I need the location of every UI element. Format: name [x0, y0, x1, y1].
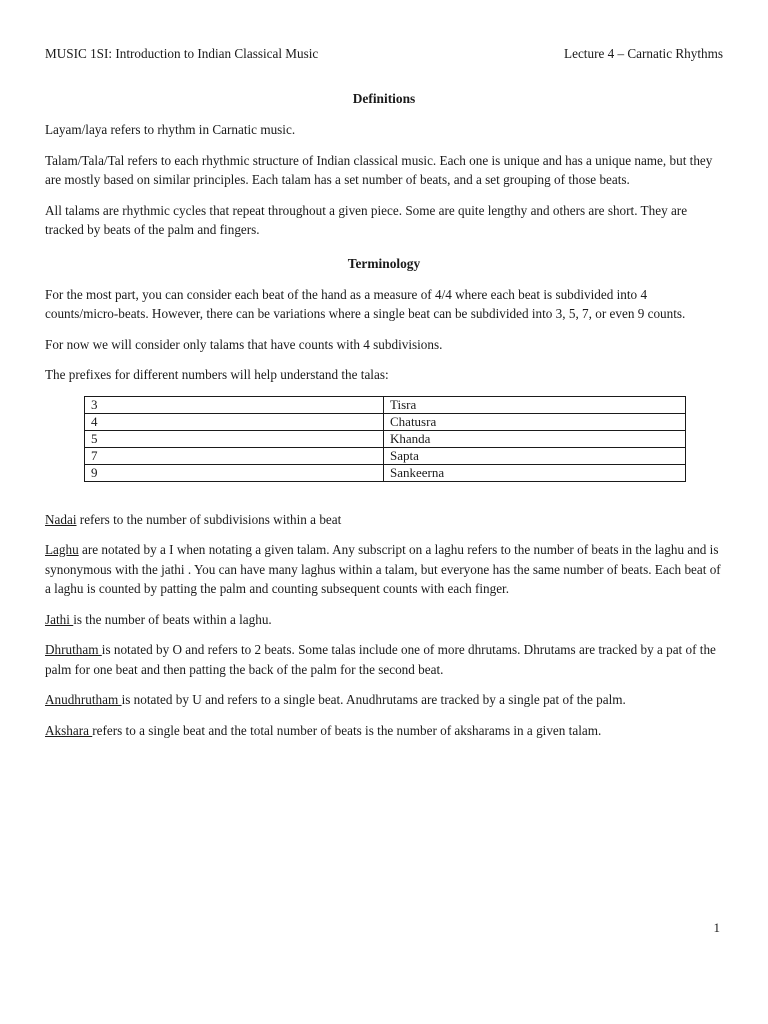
table-cell-number: 3	[85, 396, 384, 413]
akshara-definition	[45, 721, 723, 741]
jathi-term: Jathi	[45, 611, 74, 627]
table-cell-number: 9	[85, 464, 384, 481]
dhrutham-definition	[45, 640, 723, 679]
nadai-text: refers to the number of subdivisions within a beat	[76, 511, 342, 527]
table-cell-prefix: Khanda	[384, 430, 686, 447]
table-row	[85, 396, 686, 413]
laghu-definition	[45, 540, 723, 599]
terminology-paragraph-2: For now we will consider only talams that have counts with 4 subdivisions.	[45, 336, 443, 352]
table-row	[85, 430, 686, 447]
terminology-paragraph-3: The prefixes for different numbers will help understand the talas:	[45, 367, 389, 382]
terminology-heading: Terminology	[347, 255, 421, 271]
definitions-heading: Definitions	[352, 91, 416, 106]
definitions-paragraph-1: Layam/laya refers to rhythm in Carnatic music.	[45, 122, 296, 137]
page-number: 1	[713, 920, 720, 935]
table-cell-number: 7	[85, 447, 384, 464]
nadai-definition	[45, 510, 723, 530]
laghu-text: are notated by a I when notating a given talam. Any subscript on a laghu refers to the number of beats in the laghu and is synonymous with the jathi . You can have many laghus within a talam, but everyone has the same number of beats. Each beat of a laghu is counted by patting the palm and counting subsequent counts with each finger.	[45, 542, 721, 596]
table-row	[85, 447, 686, 464]
definitions-paragraph-3: All talams are rhythmic cycles that repeat throughout a given piece. Some are quite lengthy and others are short. They are tracked by beats of the palm and fingers.	[45, 202, 688, 237]
page-content	[45, 89, 723, 751]
table-row	[85, 464, 686, 481]
table-cell-prefix: Chatusra	[384, 413, 686, 430]
dhrutham-term: Dhrutham	[45, 642, 102, 657]
dhrutham-text: is notated by O and refers to 2 beats. Some talas include one of more dhrutams. Dhrutams are tracked by a pat of the palm for one beat and then patting the back of the palm for the second beat.	[45, 642, 716, 677]
table-cell-number: 5	[85, 430, 384, 447]
definitions-paragraph-2: Talam/Tala/Tal refers to each rhythmic structure of Indian classical music. Each one is unique and has a unique name, but they are mostly based on similar principles. Each talam has a set number of beats, and a set grouping of those beats.	[45, 152, 713, 187]
anudhrutham-text: is notated by U and refers to a single beat. Anudhrutams are tracked by a single pat of the palm.	[121, 692, 626, 707]
jathi-text: is the number of beats within a laghu.	[73, 611, 272, 627]
nadai-term: Nadai	[45, 511, 77, 527]
anudhrutham-term: Anudhrutham	[45, 692, 122, 707]
jathi-definition	[45, 610, 723, 630]
table-cell-prefix: Tisra	[384, 396, 686, 413]
table-cell-prefix: Sapta	[384, 447, 686, 464]
page-header	[45, 44, 723, 64]
akshara-term: Akshara	[45, 722, 93, 738]
table-row	[85, 413, 686, 430]
prefix-table	[84, 396, 686, 482]
akshara-text: refers to a single beat and the total number of beats is the number of aksharams in a given talam.	[92, 722, 602, 738]
laghu-term: Laghu	[45, 542, 79, 557]
table-cell-number: 4	[85, 413, 384, 430]
anudhrutham-definition	[45, 690, 723, 710]
document-page	[45, 0, 723, 1024]
course-title: MUSIC 1SI: Introduction to Indian Classical Music	[45, 46, 319, 61]
table-cell-prefix: Sankeerna	[384, 464, 686, 481]
lecture-title: Lecture 4 – Carnatic Rhythms	[564, 46, 723, 61]
terminology-paragraph-1: For the most part, you can consider each beat of the hand as a measure of 4/4 where each beat is subdivided into 4 counts/micro-beats. However, there can be variations where a single beat can be subdivided into 3, 5, 7, or even 9 counts.	[45, 286, 686, 321]
